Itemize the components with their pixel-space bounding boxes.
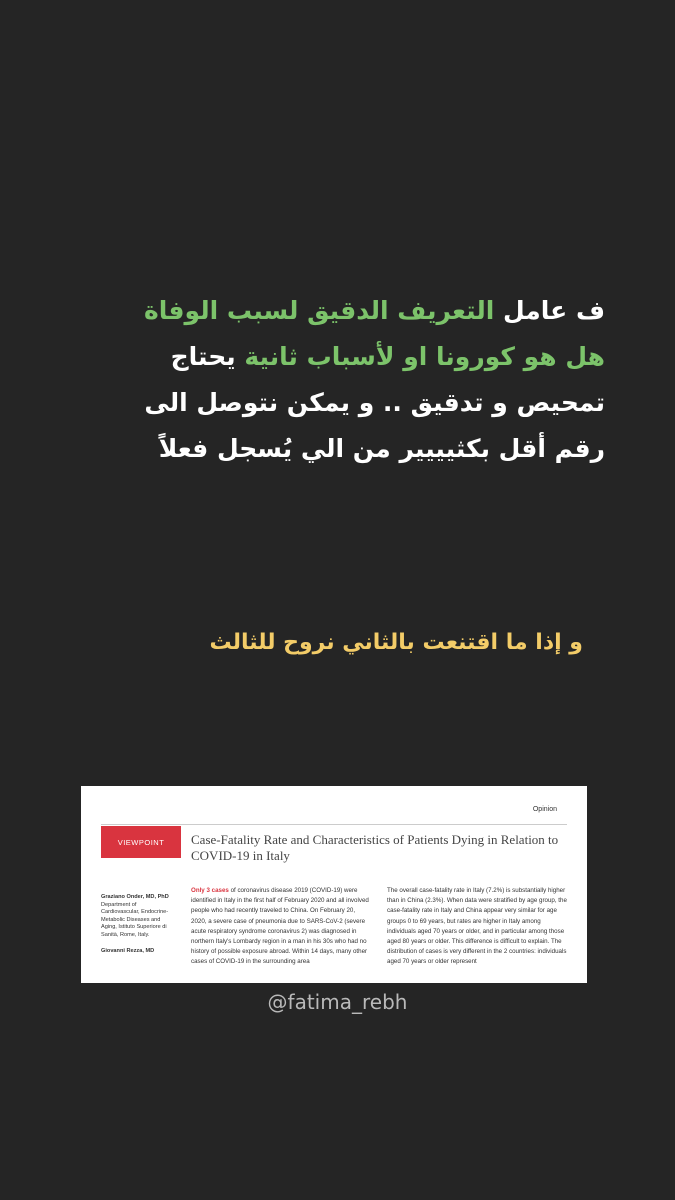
viewpoint-badge: VIEWPOINT	[101, 826, 181, 858]
paper-section-label: Opinion	[532, 806, 557, 813]
story-line-1-highlight: التعريف الدقيق لسبب الوفاة	[144, 296, 495, 325]
paper-lead-text: Only 3 cases	[191, 887, 229, 894]
story-main-text	[30, 288, 605, 472]
story-line-4: رقم أقل بكثيييير من الي يُسجل فعلاً	[158, 434, 605, 463]
story-caption: و إذا ما اقتنعت بالثاني نروح للثالث	[209, 630, 583, 655]
story-line-1	[30, 288, 605, 334]
paper-title: Case-Fatality Rate and Characteristics of Patients Dying in Relation to COVID-19 in Italy	[191, 832, 559, 863]
paper-divider	[101, 824, 567, 825]
story-line-3: تمحيص و تدقيق .. و يمكن نتوصل الى	[144, 388, 605, 417]
story-line-2-highlight: هل هو كورونا او لأسباب ثانية	[244, 342, 605, 371]
paper-column-2: The overall case-fatality rate in Italy (7.2%) is substantially higher than in China (2.3%). When data were stratified by age group, the case-fatality rate in Italy and China appear very similar for age groups 0 to 69 years, but rates are higher in Italy among individuals aged 70 years or older, and in particular among those aged 80 years or older. This difference is difficult to explain. The distribution of cases is very different in the 2 countries: individuals aged 70 years or older represent	[387, 887, 567, 966]
story-line-2-plain: يحتاج	[170, 342, 245, 371]
paper-authors	[101, 894, 176, 955]
author-1-name: Graziano Onder, MD, PhD	[101, 894, 169, 900]
paper-column-1	[191, 886, 371, 968]
paper-screenshot	[81, 786, 587, 983]
story-line-1-plain: ف عامل	[494, 296, 605, 325]
story-line-2	[30, 334, 605, 380]
author-2-name: Giovanni Rezza, MD	[101, 947, 155, 954]
author-1-affiliation: Department of Cardiovascular, Endocrine-Metabolic Diseases and Aging, Istituto Superiore di Sanità, Rome, Italy.	[101, 901, 169, 938]
paper-column-1-text: of coronavirus disease 2019 (COVID-19) were identified in Italy in the first half of February 2020 and all involved people who had recently traveled to China. On February 20, 2020, a severe case of pneumonia due to SARS-CoV-2 (severe acute respiratory syndrome coronavirus 2) was diagnosed in northern Italy's Lombardy region in a man in his 30s who had no history of possible exposure abroad. Within 14 days, many other cases of COVID-19 in the surrounding area	[191, 887, 369, 966]
user-handle-sticker[interactable]: @fatima_rebh	[267, 990, 408, 1014]
